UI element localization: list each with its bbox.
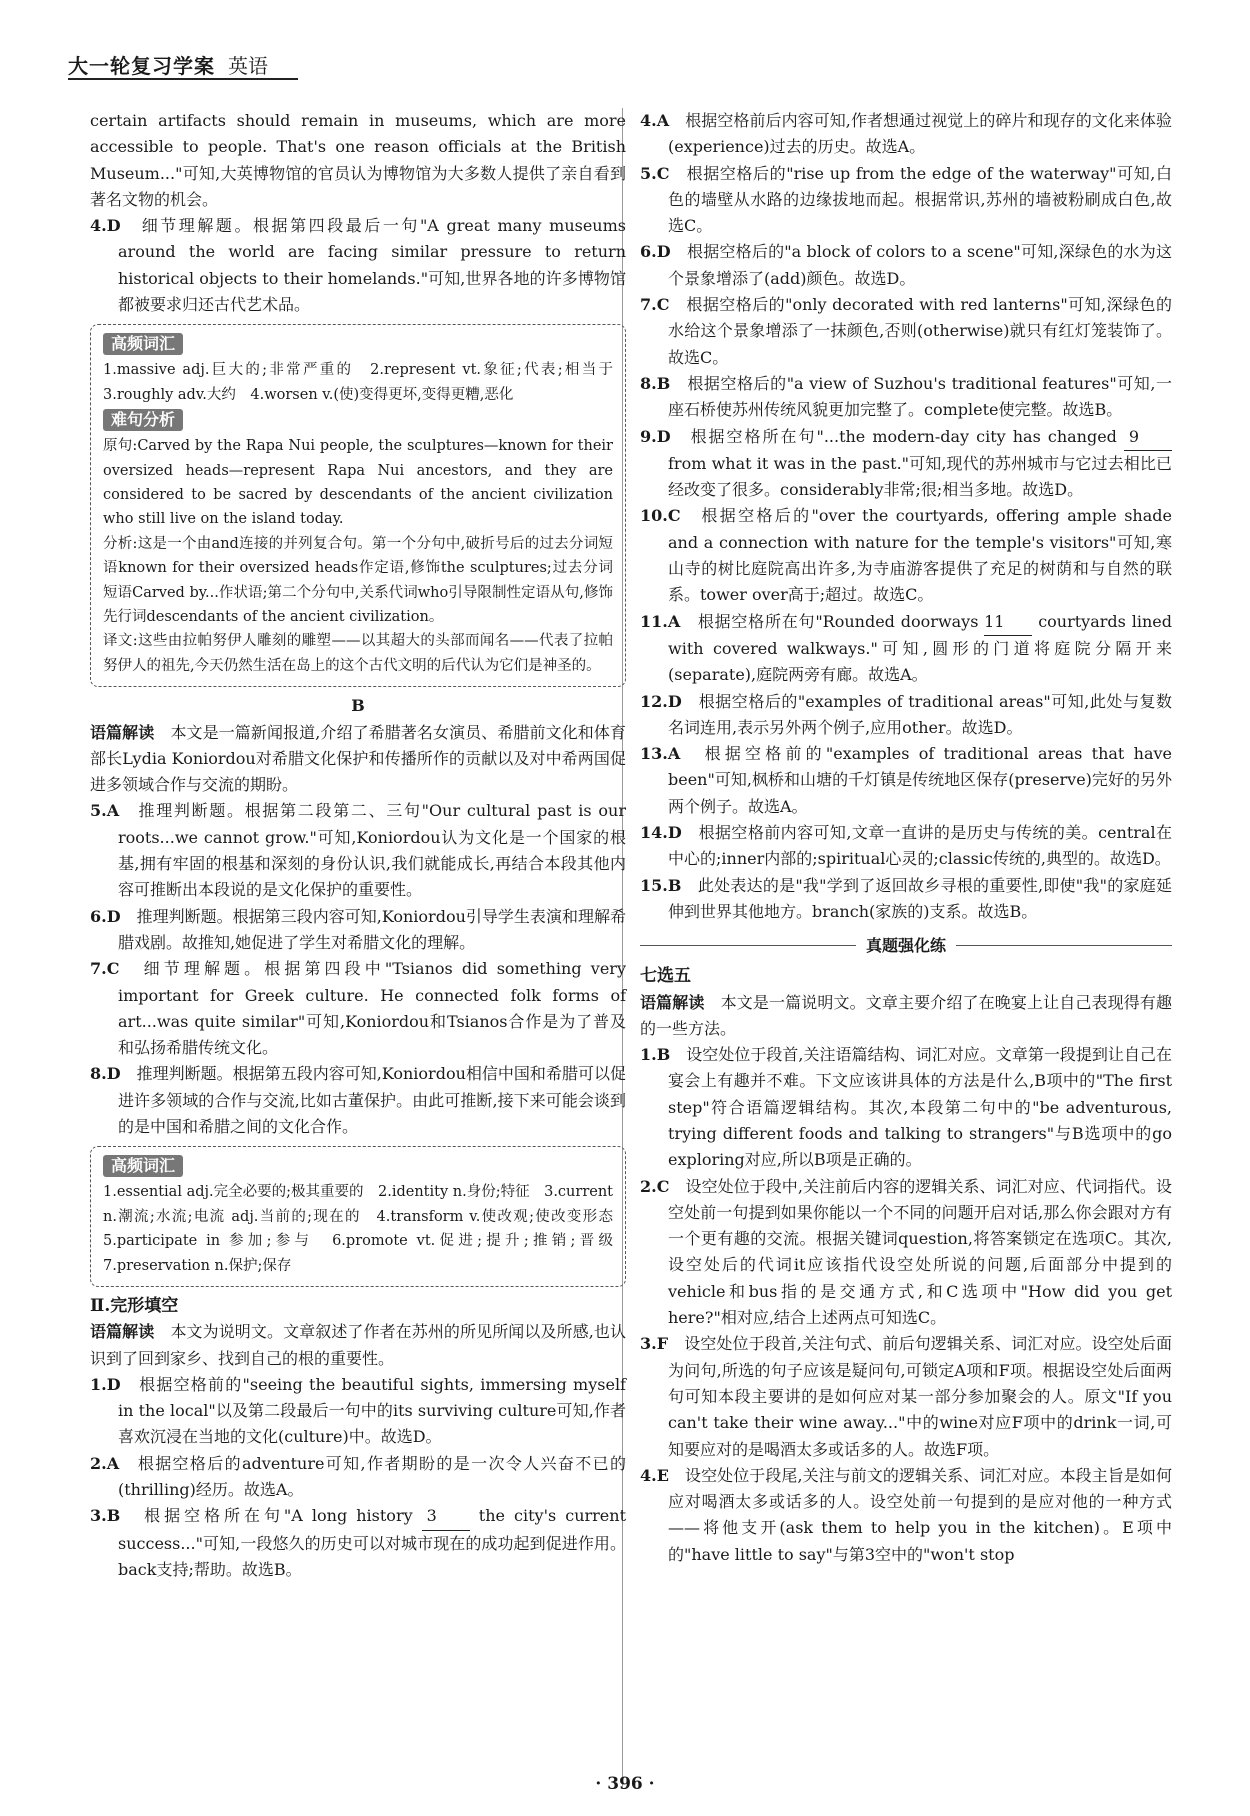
- sentence-analysis-tag: 难句分析: [103, 409, 183, 431]
- vocab-tag: 高频词汇: [103, 1155, 183, 1177]
- seven-answer-3: 3.F 设空处位于段首,关注句式、前后句逻辑关系、词汇对应。设空处后面为问句,所选的句子应该是疑问句,可锁定A项和F项。根据设空处后面两句可知本段主要讲的是如何应对某一部分参加聚会的人。原文"If you can't take their wine away..."中的wine对应F项中的drink一词,可知要应对的是喝酒太多或话多的人。故选F项。: [640, 1334, 1172, 1459]
- answer-4: 4.D 细节理解题。根据第四段最后一句"A great many museums around the world are facing similar pressure to return historical objects to their homelands."可知,世界各地的许多博物馆都被要求归还古代艺术品。: [90, 216, 626, 315]
- blank: 9: [1124, 424, 1172, 451]
- cloze-answer-12: 12.D 根据空格后的"examples of traditional areas"可知,此处与复数名词连用,表示另外两个例子,应用other。故选D。: [640, 691, 1172, 737]
- cloze-answer-6: 6.D 根据空格后的"a block of colors to a scene"可知,深绿色的水为这个景象增添了(add)颜色。故选D。: [640, 242, 1172, 288]
- cloze-answer-5: 5.C 根据空格后的"rise up from the edge of the waterway"可知,白色的墙壁从水路的边缘拔地而起。根据常识,苏州的墙被粉刷成白色,故选C。: [640, 163, 1172, 236]
- header-rule: [68, 78, 298, 80]
- cloze-answer-13: 13.A 根据空格前的"examples of traditional areas that have been"可知,枫桥和山塘的千灯镇是传统地区保存(preserve)完好的另外两个例子。故选A。: [640, 744, 1172, 816]
- subject-label: 英语: [228, 54, 268, 78]
- seven-choose-five-heading: 七选五: [640, 966, 691, 987]
- answer-6: 6.D 推理判断题。根据第三段内容可知,Koniordou引导学生表演和理解希腊戏剧。故推知,她促进了学生对希腊文化的理解。: [90, 906, 626, 952]
- cloze-section-heading: Ⅱ.完形填空: [90, 1295, 179, 1316]
- cloze-answer-1: 1.D 根据空格前的"seeing the beautiful sights, immersing myself in the local"以及第二段最后一句中的its surviving culture可知,作者喜欢沉浸在当地的文化(culture)中。故选D。: [90, 1374, 626, 1447]
- cloze-answer-14: 14.D 根据空格前内容可知,文章一直讲的是历史与传统的美。central在中心的;inner内部的;spiritual心灵的;classic传统的,典型的。故选D。: [640, 823, 1172, 869]
- left-column: [90, 108, 626, 1583]
- sentence-translation: 译文:这些由拉帕努伊人雕刻的雕塑——以其超大的头部而闻名——代表了拉帕努伊人的祖先,今天仍然生活在岛上的这个古代文明的后代认为它们是神圣的。: [103, 633, 613, 674]
- cloze-answer-15: 15.B 此处表达的是"我"学到了返回故乡寻根的重要性,即使"我"的家庭延伸到世界其他地方。branch(家族的)支系。故选B。: [640, 875, 1172, 921]
- continued-paragraph: certain artifacts should remain in museums, which are more accessible to people. That's one reason officials at the British Museum..."可知,大英博物馆的官员认为博物馆为大多数人提供了亲自看到著名文物的机会。: [90, 111, 626, 209]
- practice-strip: [640, 933, 1172, 957]
- vocab-list: 1.massive adj.巨大的;非常严重的 2.represent vt.象征;代表;相当于 3.roughly adv.大约 4.worsen v.(使)变得更坏,变得更糟,恶化: [103, 362, 628, 403]
- vocab-box-2: [90, 1146, 626, 1287]
- answer-5: 5.A 推理判断题。根据第二段第二、三句"Our cultural past is our roots...we cannot grow."可知,Koniordou认为文化是一个国家的根基,拥有牢固的根基和深刻的身份认识,我们就能成长,再结合本段其他内容可推断出本段说的是文化保护的重要性。: [90, 801, 626, 900]
- cloze-answer-3: 3.B 根据空格所在句"A long history 3 the city's current success..."可知,一段悠久的历史可以对城市现在的成功起到促进作用。back支持;帮助。故选B。: [90, 1503, 626, 1583]
- page-header: [68, 44, 1182, 78]
- sentence-analysis: 分析:这是一个由and连接的并列复合句。第一个分句中,破折号后的过去分词短语known for their oversized heads作定语,修饰the sculptures;过去分词短语Carved by...作状语;第二个分句中,关系代词who引导限制性定语从句,修饰先行词descendants of the ancient civilization。: [103, 535, 613, 626]
- passage-intro-q: 语篇解读 本文是一篇说明文。文章主要介绍了在晚宴上让自己表现得有趣的一些方法。: [640, 992, 1172, 1038]
- blank: 3: [422, 1503, 470, 1530]
- answer-7: 7.C 细节理解题。根据第四段中"Tsianos did something very important for Greek culture. He connected folk forms of art...was quite similar"可知,Koniordou和Tsianos合作是为了普及和弘扬希腊传统文化。: [90, 959, 626, 1058]
- cloze-answer-9: 9.D 根据空格所在句"...the modern-day city has changed 9 from what it was in the past."可知,现代的苏州城市与它过去相比已经改变了很多。considerably非常;很;相当多地。故选D。: [640, 424, 1172, 504]
- vocab-box-1: [90, 324, 626, 687]
- book-title: 大一轮复习学案: [68, 54, 215, 78]
- seven-answer-2: 2.C 设空处位于段中,关注前后内容的逻辑关系、词汇对应、代词指代。设空处前一句提到如果你能以一个不同的问题开启对话,那么你会跟对方有一个更有趣的交流。根据关键词question,将答案锁定在选项C。其次,设空处后的代词it应该指代设空处所说的问题,后面部分中提到的vehicle和bus指的是交通方式,和C选项中"How did you get here?"相对应,结合上述两点可知选C。: [640, 1176, 1172, 1328]
- cloze-answer-4: 4.A 根据空格前后内容可知,作者想通过视觉上的碎片和现存的文化来体验(experience)过去的历史。故选A。: [640, 111, 1172, 157]
- original-sentence: 原句:Carved by the Rapa Nui people, the sculptures—known for their oversized heads—represent Rapa Nui ancestors, and they are considered to be sacred by descendants of the ancient civilization who still live on the island today.: [103, 438, 613, 528]
- cloze-answer-7: 7.C 根据空格后的"only decorated with red lanterns"可知,深绿色的水给这个景象增添了一抹颜色,否则(otherwise)就只有红灯笼装饰了。故选C。: [640, 295, 1172, 367]
- right-column: [640, 108, 1172, 1568]
- answer-8: 8.D 推理判断题。根据第五段内容可知,Koniordou相信中国和希腊可以促进许多领域的合作与交流,比如古董保护。由此可推断,接下来可能会谈到的是中国和希腊之间的文化合作。: [90, 1064, 626, 1136]
- cloze-answer-2: 2.A 根据空格后的adventure可知,作者期盼的是一次令人兴奋不已的(thrilling)经历。故选A。: [90, 1453, 626, 1499]
- passage-intro-cloze: 语篇解读 本文为说明文。文章叙述了作者在苏州的所见所闻以及所感,也认识到了回到家乡、找到自己的根的重要性。: [90, 1322, 626, 1368]
- vocab-list: 1.essential adj.完全必要的;极其重要的 2.identity n.身份;特征 3.current n.潮流;水流;电流 adj.当前的;现在的 4.transform v.使改观;使改变形态 5.participate in 参加;参与 6.promote vt.促进;提升;推销;晋级 7.preservation n.保护;保存: [103, 1184, 628, 1274]
- seven-answer-4: 4.E 设空处位于段尾,关注与前文的逻辑关系、词汇对应。本段主旨是如何应对喝酒太多或话多的人。设空处前一句提到的是应对他的一种方式——将他支开(ask them to help you in the kitchen)。E项中的"have little to say"与第3空中的"won't stop: [640, 1465, 1172, 1564]
- cloze-answer-11: 11.A 根据空格所在句"Rounded doorways 11 courtyards lined with covered walkways."可知,圆形的门道将庭院分隔开来(separate),庭院两旁有廊。故选A。: [640, 609, 1172, 689]
- cloze-answer-10: 10.C 根据空格后的"over the courtyards, offering ample shade and a connection with nature for the temple's visitors"可知,寒山寺的树比庭院高出许多,为寺庙游客提供了充足的树荫和与自然的联系。tower over高于;超过。故选C。: [640, 506, 1172, 605]
- passage-intro-b: 语篇解读 本文是一篇新闻报道,介绍了希腊著名女演员、希腊前文化和体育部长Lydia Koniordou对希腊文化保护和传播所作的贡献以及对中希两国促进多领域合作与交流的期盼。: [90, 722, 626, 795]
- section-b-heading: B: [351, 696, 365, 716]
- vocab-tag: 高频词汇: [103, 333, 183, 355]
- blank: 11: [984, 609, 1032, 636]
- page-number: · 396 ·: [595, 1774, 655, 1794]
- cloze-answer-8: 8.B 根据空格后的"a view of Suzhou's traditional features"可知,一座石桥使苏州传统风貌更加完整了。complete使完整。故选B。: [640, 373, 1172, 420]
- strip-label: 真题强化练: [856, 936, 956, 955]
- seven-answer-1: 1.B 设空处位于段首,关注语篇结构、词汇对应。文章第一段提到让自己在宴会上有趣并不难。下文应该讲具体的方法是什么,B项中的"The first step"符合语篇逻辑结构。其次,本段第二句中的"be adventurous, trying different foods and talking to strangers"与B选项中的go exploring对应,所以B项是正确的。: [640, 1045, 1172, 1170]
